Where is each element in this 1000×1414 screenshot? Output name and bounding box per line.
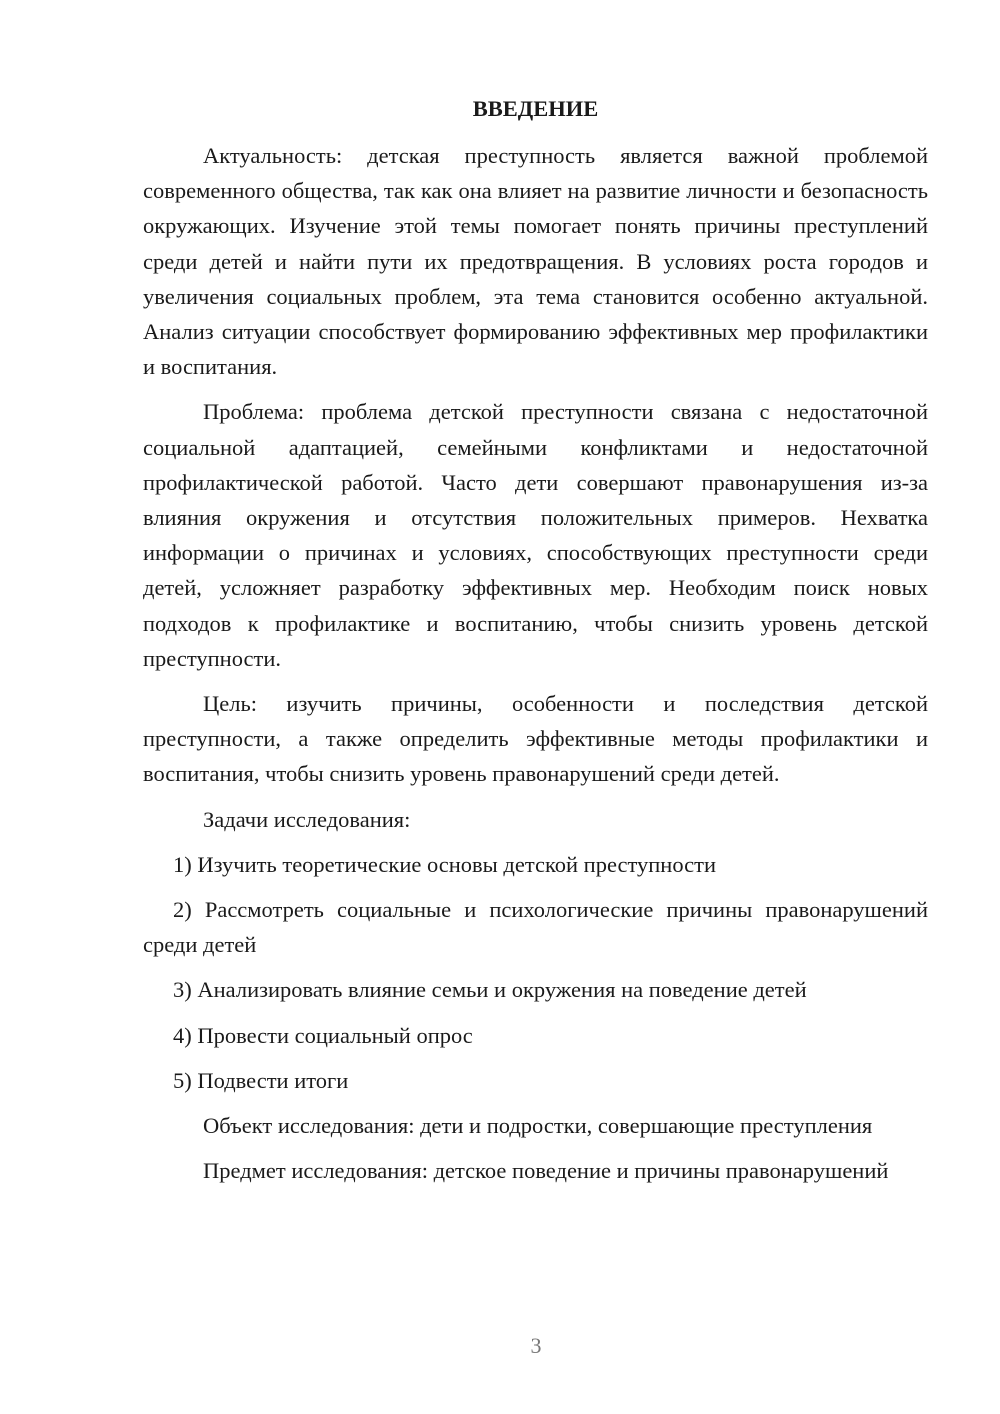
task-item-1: 1) Изучить теоретические основы детской преступности xyxy=(173,851,717,877)
page-number: 3 xyxy=(530,1333,542,1358)
task-item-3: 3) Анализировать влияние семьи и окружения на поведение детей xyxy=(173,977,807,1003)
task-item-4: 4) Провести социальный опрос xyxy=(173,1022,473,1048)
paragraph-problem: Проблема: проблема детской преступности связана с недостаточной социальной адаптацией, семейными конфликтами и недостаточной профилактической работой. Часто дети совершают правонарушения из-за влияния окружения и отсутствия положительных примеров. Нехватка информации о причинах и условиях, способствующих преступности среди детей, усложняет разработку эффективных мер. Необходим поиск новых подходов к профилактике и воспитанию, чтобы снизить уровень детской преступности. xyxy=(143,399,928,671)
task-item-5: 5) Подвести итоги xyxy=(173,1067,349,1093)
paragraph-goal: Цель: изучить причины, особенности и последствия детской преступности, а также определить эффективные методы профилактики и воспитания, чтобы снизить уровень правонарушений среди детей. xyxy=(143,691,928,787)
document-page xyxy=(143,92,928,1198)
paragraph-relevance: Актуальность: детская преступность является важной проблемой современного общества, так как она влияет на развитие личности и безопасность окружающих. Изучение этой темы помогает понять причины преступлений среди детей и найти пути их предотвращения. В условиях роста городов и увеличения социальных проблем, эта тема становится особенно актуальной. Анализ ситуации способствует формированию эффективных мер профилактики и воспитания. xyxy=(143,143,928,380)
section-title: ВВЕДЕНИЕ xyxy=(472,96,599,121)
research-object: Объект исследования: дети и подростки, совершающие преступления xyxy=(203,1113,873,1139)
task-item-2: 2) Рассмотреть социальные и психологические причины правонарушений среди детей xyxy=(143,897,928,958)
tasks-heading: Задачи исследования: xyxy=(203,806,411,832)
research-subject: Предмет исследования: детское поведение и причины правонарушений xyxy=(203,1158,889,1184)
